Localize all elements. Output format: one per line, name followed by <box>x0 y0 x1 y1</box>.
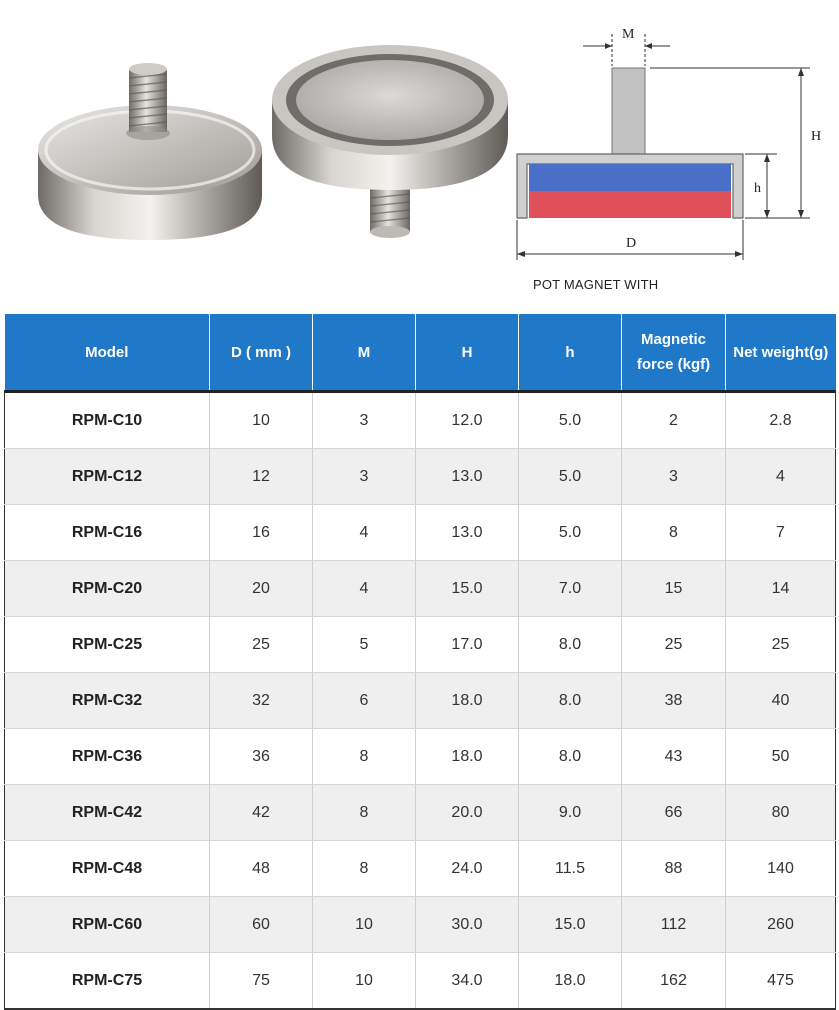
table-body <box>5 392 836 1010</box>
cell-magnetic-force: 15 <box>622 561 726 617</box>
cell-magnetic-force: 2 <box>622 392 726 449</box>
cell-magnetic-force: 162 <box>622 953 726 1010</box>
cell-total-height: 30.0 <box>416 897 519 953</box>
magnet-south-pole <box>529 191 731 218</box>
cell-net-weight: 7 <box>726 505 836 561</box>
cell-total-height: 20.0 <box>416 785 519 841</box>
cell-cup-height: 8.0 <box>519 673 622 729</box>
cell-thread: 10 <box>313 897 416 953</box>
diagram-caption: POT MAGNET WITH <box>533 277 659 292</box>
cell-net-weight: 50 <box>726 729 836 785</box>
cell-net-weight: 25 <box>726 617 836 673</box>
cell-net-weight: 2.8 <box>726 392 836 449</box>
table-row <box>5 897 836 953</box>
cell-cup-height: 18.0 <box>519 953 622 1010</box>
cell-cup-height: 5.0 <box>519 392 622 449</box>
cell-diameter: 60 <box>210 897 313 953</box>
header-cup-height: h <box>519 314 622 392</box>
header-diameter: D ( mm ) <box>210 314 313 392</box>
magnet-north-pole <box>529 164 731 191</box>
cell-magnetic-force: 43 <box>622 729 726 785</box>
dimension-label-m: M <box>622 27 635 42</box>
table-row <box>5 505 836 561</box>
dimension-label-d: D <box>626 236 637 251</box>
cell-model: RPM-C36 <box>5 729 210 785</box>
table-header-row <box>5 314 836 392</box>
cell-model: RPM-C48 <box>5 841 210 897</box>
cell-magnetic-force: 88 <box>622 841 726 897</box>
cell-model: RPM-C60 <box>5 897 210 953</box>
cell-magnetic-force: 66 <box>622 785 726 841</box>
dimension-label-H: H <box>811 129 822 144</box>
cell-diameter: 32 <box>210 673 313 729</box>
cell-net-weight: 260 <box>726 897 836 953</box>
table-row <box>5 392 836 449</box>
cell-thread: 6 <box>313 673 416 729</box>
cell-model: RPM-C75 <box>5 953 210 1010</box>
cell-thread: 8 <box>313 729 416 785</box>
cell-thread: 3 <box>313 392 416 449</box>
table-row <box>5 561 836 617</box>
cell-thread: 10 <box>313 953 416 1010</box>
cell-cup-height: 5.0 <box>519 449 622 505</box>
cell-magnetic-force: 25 <box>622 617 726 673</box>
cell-magnetic-force: 8 <box>622 505 726 561</box>
cell-diameter: 48 <box>210 841 313 897</box>
pot-magnet-face-photo <box>272 45 508 238</box>
cell-magnetic-force: 112 <box>622 897 726 953</box>
cell-cup-height: 15.0 <box>519 897 622 953</box>
cell-diameter: 20 <box>210 561 313 617</box>
cell-thread: 8 <box>313 841 416 897</box>
table-row <box>5 449 836 505</box>
cell-magnetic-force: 38 <box>622 673 726 729</box>
cell-model: RPM-C32 <box>5 673 210 729</box>
cell-model: RPM-C42 <box>5 785 210 841</box>
cell-thread: 8 <box>313 785 416 841</box>
header-thread: M <box>313 314 416 392</box>
cell-net-weight: 4 <box>726 449 836 505</box>
cell-thread: 4 <box>313 561 416 617</box>
header-net-weight: Net weight(g) <box>726 314 836 392</box>
table-row <box>5 673 836 729</box>
cell-net-weight: 80 <box>726 785 836 841</box>
cell-total-height: 24.0 <box>416 841 519 897</box>
cell-total-height: 17.0 <box>416 617 519 673</box>
cell-model: RPM-C12 <box>5 449 210 505</box>
cell-total-height: 18.0 <box>416 729 519 785</box>
cell-net-weight: 40 <box>726 673 836 729</box>
product-photos <box>0 0 520 310</box>
cell-model: RPM-C25 <box>5 617 210 673</box>
cell-diameter: 42 <box>210 785 313 841</box>
cell-net-weight: 475 <box>726 953 836 1010</box>
cell-total-height: 13.0 <box>416 449 519 505</box>
cell-cup-height: 8.0 <box>519 729 622 785</box>
cell-net-weight: 140 <box>726 841 836 897</box>
cell-magnetic-force: 3 <box>622 449 726 505</box>
pot-magnet-side-photo <box>38 63 262 240</box>
cell-diameter: 12 <box>210 449 313 505</box>
cell-total-height: 18.0 <box>416 673 519 729</box>
spec-table <box>4 314 836 1010</box>
cell-thread: 4 <box>313 505 416 561</box>
cell-total-height: 12.0 <box>416 392 519 449</box>
header-total-height: H <box>416 314 519 392</box>
header-model: Model <box>5 314 210 392</box>
table-row <box>5 841 836 897</box>
cell-diameter: 25 <box>210 617 313 673</box>
cell-total-height: 15.0 <box>416 561 519 617</box>
cell-cup-height: 8.0 <box>519 617 622 673</box>
header-magnetic-force: Magnetic force (kgf) <box>622 314 726 392</box>
dimension-label-h: h <box>754 181 761 196</box>
cell-diameter: 75 <box>210 953 313 1010</box>
table-row <box>5 785 836 841</box>
cell-cup-height: 5.0 <box>519 505 622 561</box>
cell-cup-height: 9.0 <box>519 785 622 841</box>
cell-cup-height: 7.0 <box>519 561 622 617</box>
cell-cup-height: 11.5 <box>519 841 622 897</box>
cell-total-height: 13.0 <box>416 505 519 561</box>
table-row <box>5 953 836 1010</box>
cell-net-weight: 14 <box>726 561 836 617</box>
cell-model: RPM-C20 <box>5 561 210 617</box>
cell-thread: 3 <box>313 449 416 505</box>
cell-model: RPM-C10 <box>5 392 210 449</box>
cell-thread: 5 <box>313 617 416 673</box>
cell-model: RPM-C16 <box>5 505 210 561</box>
pot-magnet-diagram <box>505 20 835 275</box>
cell-diameter: 16 <box>210 505 313 561</box>
table-row <box>5 729 836 785</box>
table-row <box>5 617 836 673</box>
cell-total-height: 34.0 <box>416 953 519 1010</box>
cell-diameter: 36 <box>210 729 313 785</box>
cell-diameter: 10 <box>210 392 313 449</box>
